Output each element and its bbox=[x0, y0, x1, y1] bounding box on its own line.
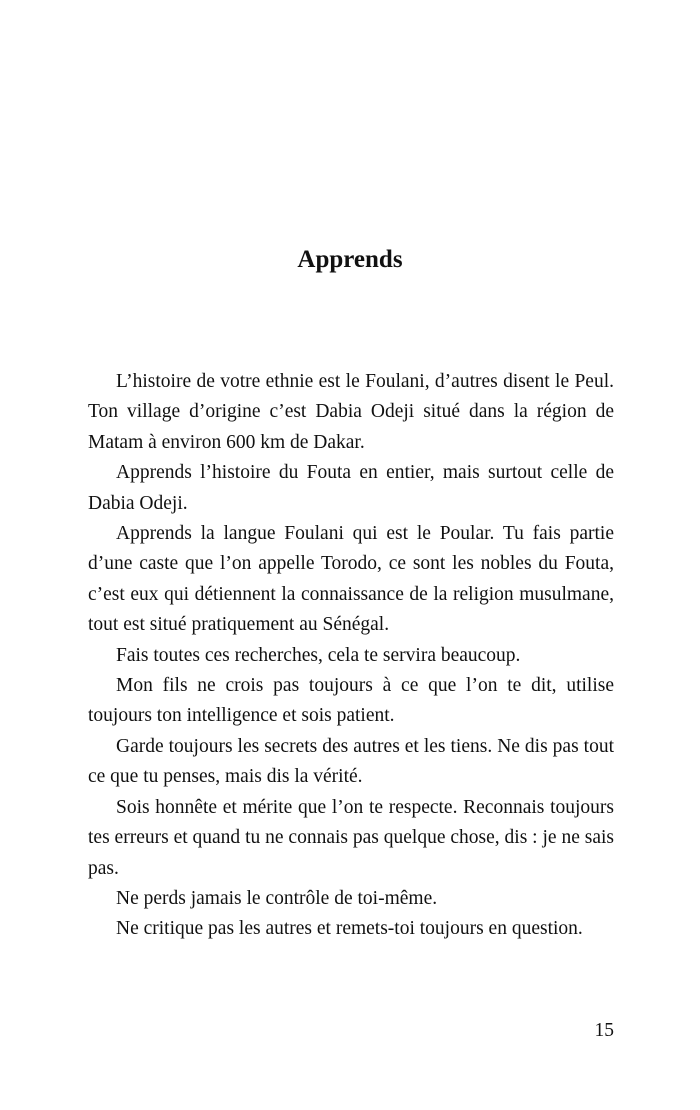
paragraph: L’histoire de votre ethnie est le Foulani, d’autres disent le Peul. Ton village d’origine c’est Dabia Odeji situé dans la région de Matam à environ 600 km de Dakar. bbox=[88, 371, 614, 453]
paragraph: Fais toutes ces recherches, cela te servira beaucoup. bbox=[116, 644, 521, 666]
paragraph: Sois honnête et mérite que l’on te respecte. Reconnais toujours tes erreurs et quand tu ne connais pas quelque chose, dis : je ne sais pas. bbox=[88, 796, 614, 879]
paragraph: Apprends l’histoire du Fouta en entier, mais surtout celle de Dabia Odeji. bbox=[88, 462, 614, 514]
paragraph: Garde toujours les secrets des autres et les tiens. Ne dis pas tout ce que tu penses, mais dis la vérité. bbox=[88, 735, 614, 788]
chapter-title: Apprends bbox=[297, 246, 403, 273]
paragraph: Apprends la langue Foulani qui est le Poular. Tu fais partie d’une caste que l’on appelle Torodo, ce sont les nobles du Fouta, c’est eux qui détiennent la connaissance de la religion musulmane, tout est situé pratiquement au Sénégal. bbox=[88, 523, 614, 636]
page-number: 15 bbox=[594, 1020, 614, 1041]
paragraph: Mon fils ne crois pas toujours à ce que l’on te dit, utilise toujours ton intelligence et sois patient. bbox=[88, 675, 614, 727]
paragraph: Ne critique pas les autres et remets-toi toujours en question. bbox=[116, 918, 583, 940]
paragraph: Ne perds jamais le contrôle de toi-même. bbox=[116, 887, 438, 909]
chapter-body bbox=[88, 367, 614, 945]
